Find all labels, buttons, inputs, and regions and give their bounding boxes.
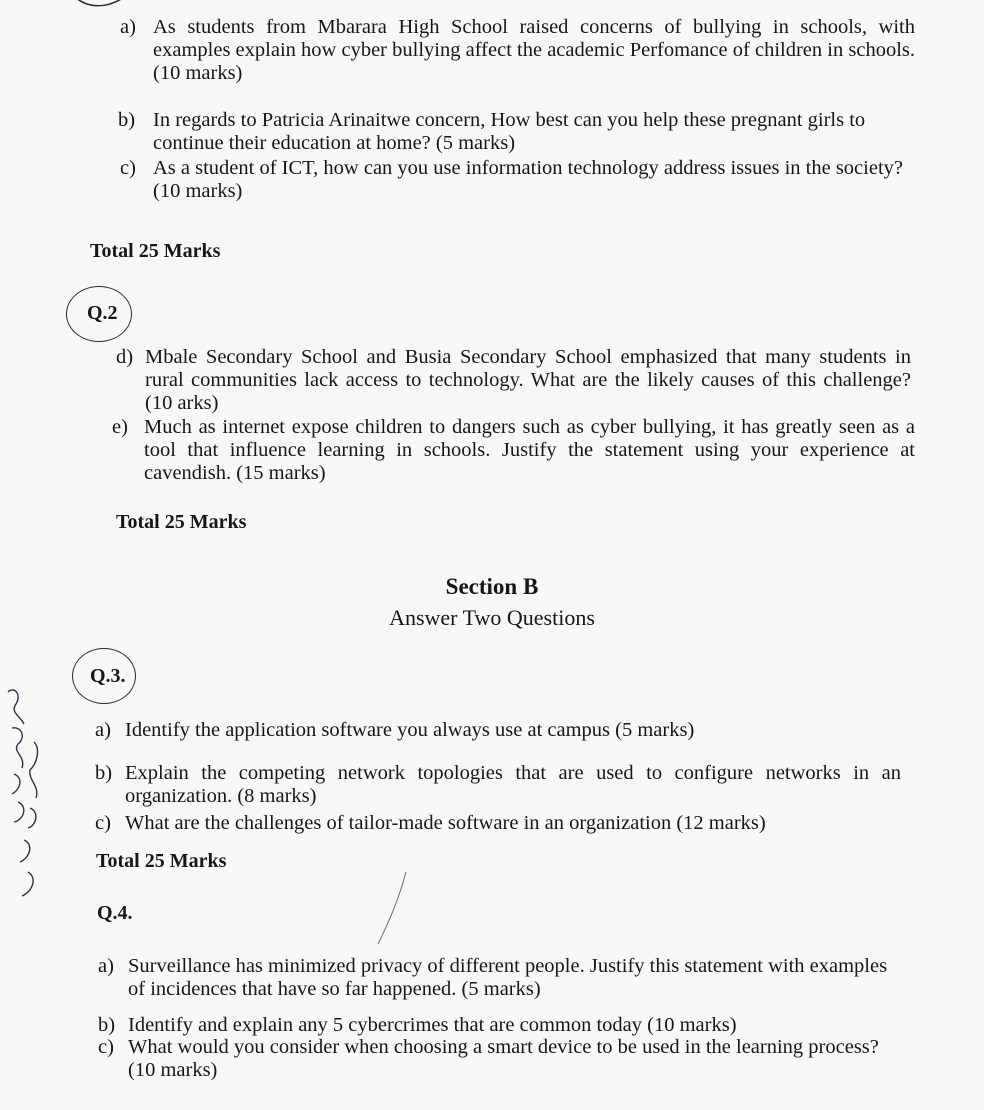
item-label: b) bbox=[95, 762, 113, 784]
item-text: Identify the application software you always use at campus (5 marks) bbox=[125, 719, 695, 741]
item-text: In regards to Patricia Arinaitwe concern, How best can you help these pregnant girls to continue their education at home? (5 marks) bbox=[153, 109, 866, 154]
margin-handwriting bbox=[0, 682, 60, 912]
item-label: a) bbox=[98, 955, 114, 977]
item-text: Surveillance has minimized privacy of different people. Justify this statement with examples of incidences that have so far happened. (5 marks) bbox=[128, 955, 888, 1000]
item-text: What would you consider when choosing a smart device to be used in the learning process? (10 marks) bbox=[128, 1036, 879, 1081]
section-b-title: Section B bbox=[445, 574, 539, 599]
item-label: c) bbox=[120, 157, 136, 179]
q1-item-a bbox=[120, 16, 915, 85]
q2-item-e bbox=[112, 416, 915, 485]
item-text: Explain the competing network topologies that are used to configure networks in an organization. (8 marks) bbox=[125, 762, 901, 807]
q2-label: Q.2 bbox=[87, 302, 118, 324]
q3-total: Total 25 Marks bbox=[96, 850, 227, 872]
item-text: Mbale Secondary School and Busia Secondary School emphasized that many students in rural communities lack access to technology. What are the likely causes of this challenge? (10 arks) bbox=[145, 346, 911, 414]
item-text: Much as internet expose children to dangers such as cyber bullying, it has greatly seen as a tool that influence learning in schools. Justify the statement using your experience at cavendish. (15 marks) bbox=[144, 416, 915, 484]
q1-total: Total 25 Marks bbox=[90, 240, 221, 262]
q3-item-a bbox=[95, 719, 905, 742]
item-text: As students from Mbarara High School raised concerns of bullying in schools, with examples explain how cyber bullying affect the academic Perfomance of children in schools.(10 marks) bbox=[153, 16, 915, 84]
q1-item-c bbox=[120, 157, 916, 203]
q3-item-c bbox=[95, 812, 905, 835]
q2-item-d bbox=[116, 346, 911, 415]
item-label: d) bbox=[116, 346, 134, 368]
q4-item-c bbox=[98, 1036, 888, 1082]
pen-stroke bbox=[372, 870, 412, 950]
item-label: b) bbox=[118, 109, 136, 131]
item-label: b) bbox=[98, 1014, 116, 1036]
item-label: e) bbox=[112, 416, 128, 438]
item-text: Identify and explain any 5 cybercrimes that are common today (10 marks) bbox=[128, 1014, 737, 1036]
section-b-subtitle: Answer Two Questions bbox=[389, 605, 595, 630]
item-label: a) bbox=[95, 719, 111, 741]
item-label: c) bbox=[98, 1036, 114, 1058]
item-label: c) bbox=[95, 812, 111, 834]
item-text: As a student of ICT, how can you use information technology address issues in the society? (10 marks) bbox=[153, 157, 903, 202]
item-text: What are the challenges of tailor-made software in an organization (12 marks) bbox=[125, 812, 766, 834]
q4-label: Q.4. bbox=[97, 902, 133, 924]
q3-item-b bbox=[95, 762, 901, 808]
q4-item-b bbox=[98, 1014, 888, 1037]
q4-item-a bbox=[98, 955, 888, 1001]
q3-label: Q.3. bbox=[90, 665, 126, 687]
q1-item-b bbox=[118, 109, 914, 155]
q2-total: Total 25 Marks bbox=[116, 511, 247, 533]
item-label: a) bbox=[120, 16, 136, 38]
